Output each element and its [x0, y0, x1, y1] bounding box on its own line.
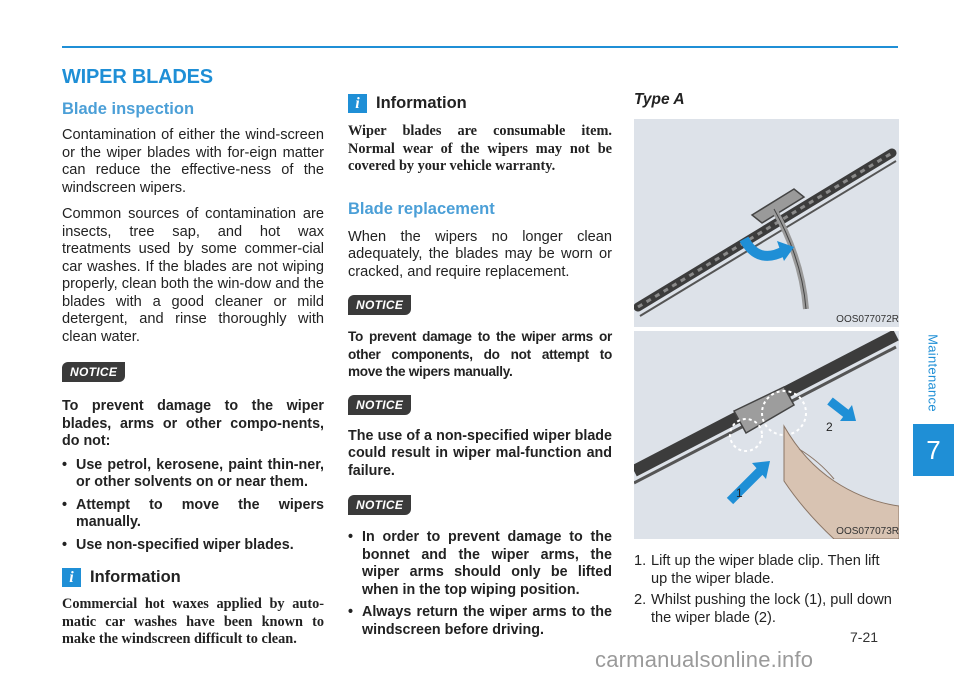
- list-item: • Attempt to move the wipers manually.: [62, 497, 324, 532]
- list-item: • Always return the wiper arms to the windscreen before driving.: [348, 604, 612, 639]
- notice-bullet-list: [62, 457, 324, 555]
- blade-replacement-heading: Blade replacement: [348, 199, 495, 218]
- list-item: [634, 553, 899, 588]
- notice-text: To prevent damage to the wiper arms or other components, do not attempt to move the wipers manually.: [348, 329, 612, 379]
- step-text: Lift up the wiper blade clip. Then lift up the wiper blade.: [651, 553, 880, 587]
- chapter-name: Maintenance: [925, 334, 941, 412]
- top-rule: [62, 46, 898, 48]
- information-text: Commercial hot waxes applied by auto-matic car washes have been known to make the windscreen difficult to clean.: [62, 596, 324, 647]
- notice-badge: NOTICE: [348, 295, 411, 315]
- column-left: [62, 60, 324, 649]
- information-heading: [348, 94, 612, 113]
- wiper-lift-illustration: [634, 119, 899, 327]
- information-label: Information: [376, 94, 467, 112]
- inspection-paragraph-2: Common sources of contamination are insects, tree sap, and hot wax treatments used by some commer-cial car washes. If the blades are not wiping properly, clean both the win-dow and the blades with a good cleaner or mild detergent, and rinse thoroughly with clean water.: [62, 206, 324, 345]
- notice-badge: NOTICE: [348, 495, 411, 515]
- list-item: [634, 592, 899, 627]
- wiper-unlock-illustration: [634, 331, 899, 539]
- information-icon: i: [348, 94, 367, 113]
- information-heading: [62, 568, 324, 587]
- information-icon: i: [62, 568, 81, 587]
- list-item: • Use non-specified wiper blades.: [62, 537, 324, 555]
- figure-code: OOS077073R: [836, 526, 899, 537]
- inspection-paragraph-1: Contamination of either the wind-screen or the wiper blades with for-eign matter can reduce the effective-ness of the windscreen wipers.: [62, 127, 324, 196]
- step-number: 1.: [634, 553, 647, 569]
- callout-1: 1: [736, 486, 743, 500]
- notice-text: The use of a non-specified wiper blade could result in wiper mal-function and failure.: [348, 427, 612, 479]
- notice-badge: NOTICE: [348, 395, 411, 415]
- blade-inspection-heading: Blade inspection: [62, 100, 195, 118]
- section-title: WIPER BLADES: [62, 66, 213, 88]
- replacement-paragraph: When the wipers no longer clean adequately, the blades may be worn or cracked, and require replacement.: [348, 228, 612, 280]
- column-middle: [348, 60, 612, 639]
- step-number: 2.: [634, 592, 647, 608]
- wiper-lift-figure: [634, 119, 899, 327]
- wiper-unlock-figure: [634, 331, 899, 539]
- figure-code: OOS077072R: [836, 314, 899, 325]
- chapter-side-label: [918, 318, 948, 428]
- page-number: 7-21: [850, 629, 879, 645]
- notice-text: To prevent damage to the wiper blades, arms or other compo-nents, do not:: [62, 398, 324, 449]
- notice-badge: NOTICE: [62, 362, 125, 382]
- chapter-tab[interactable]: 7: [913, 424, 954, 476]
- information-label: Information: [90, 568, 181, 586]
- list-item: • In order to prevent damage to the bonnet and the wiper arms, the wiper arms should only be lifted when in the top wiping position.: [348, 529, 612, 599]
- replacement-steps: [634, 553, 899, 627]
- type-label: Type A: [634, 91, 685, 108]
- callout-2: 2: [826, 420, 833, 434]
- notice-bullet-list: [348, 529, 612, 639]
- watermark: carmanualsonline.info: [595, 647, 814, 672]
- list-item: • Use petrol, kerosene, paint thin-ner, or other solvents on or near them.: [62, 457, 324, 492]
- step-text: Whilst pushing the lock (1), pull down the wiper blade (2).: [651, 592, 892, 626]
- column-right: [634, 60, 899, 631]
- information-text: Wiper blades are consumable item. Normal wear of the wipers may not be covered by your vehicle warranty.: [348, 123, 612, 174]
